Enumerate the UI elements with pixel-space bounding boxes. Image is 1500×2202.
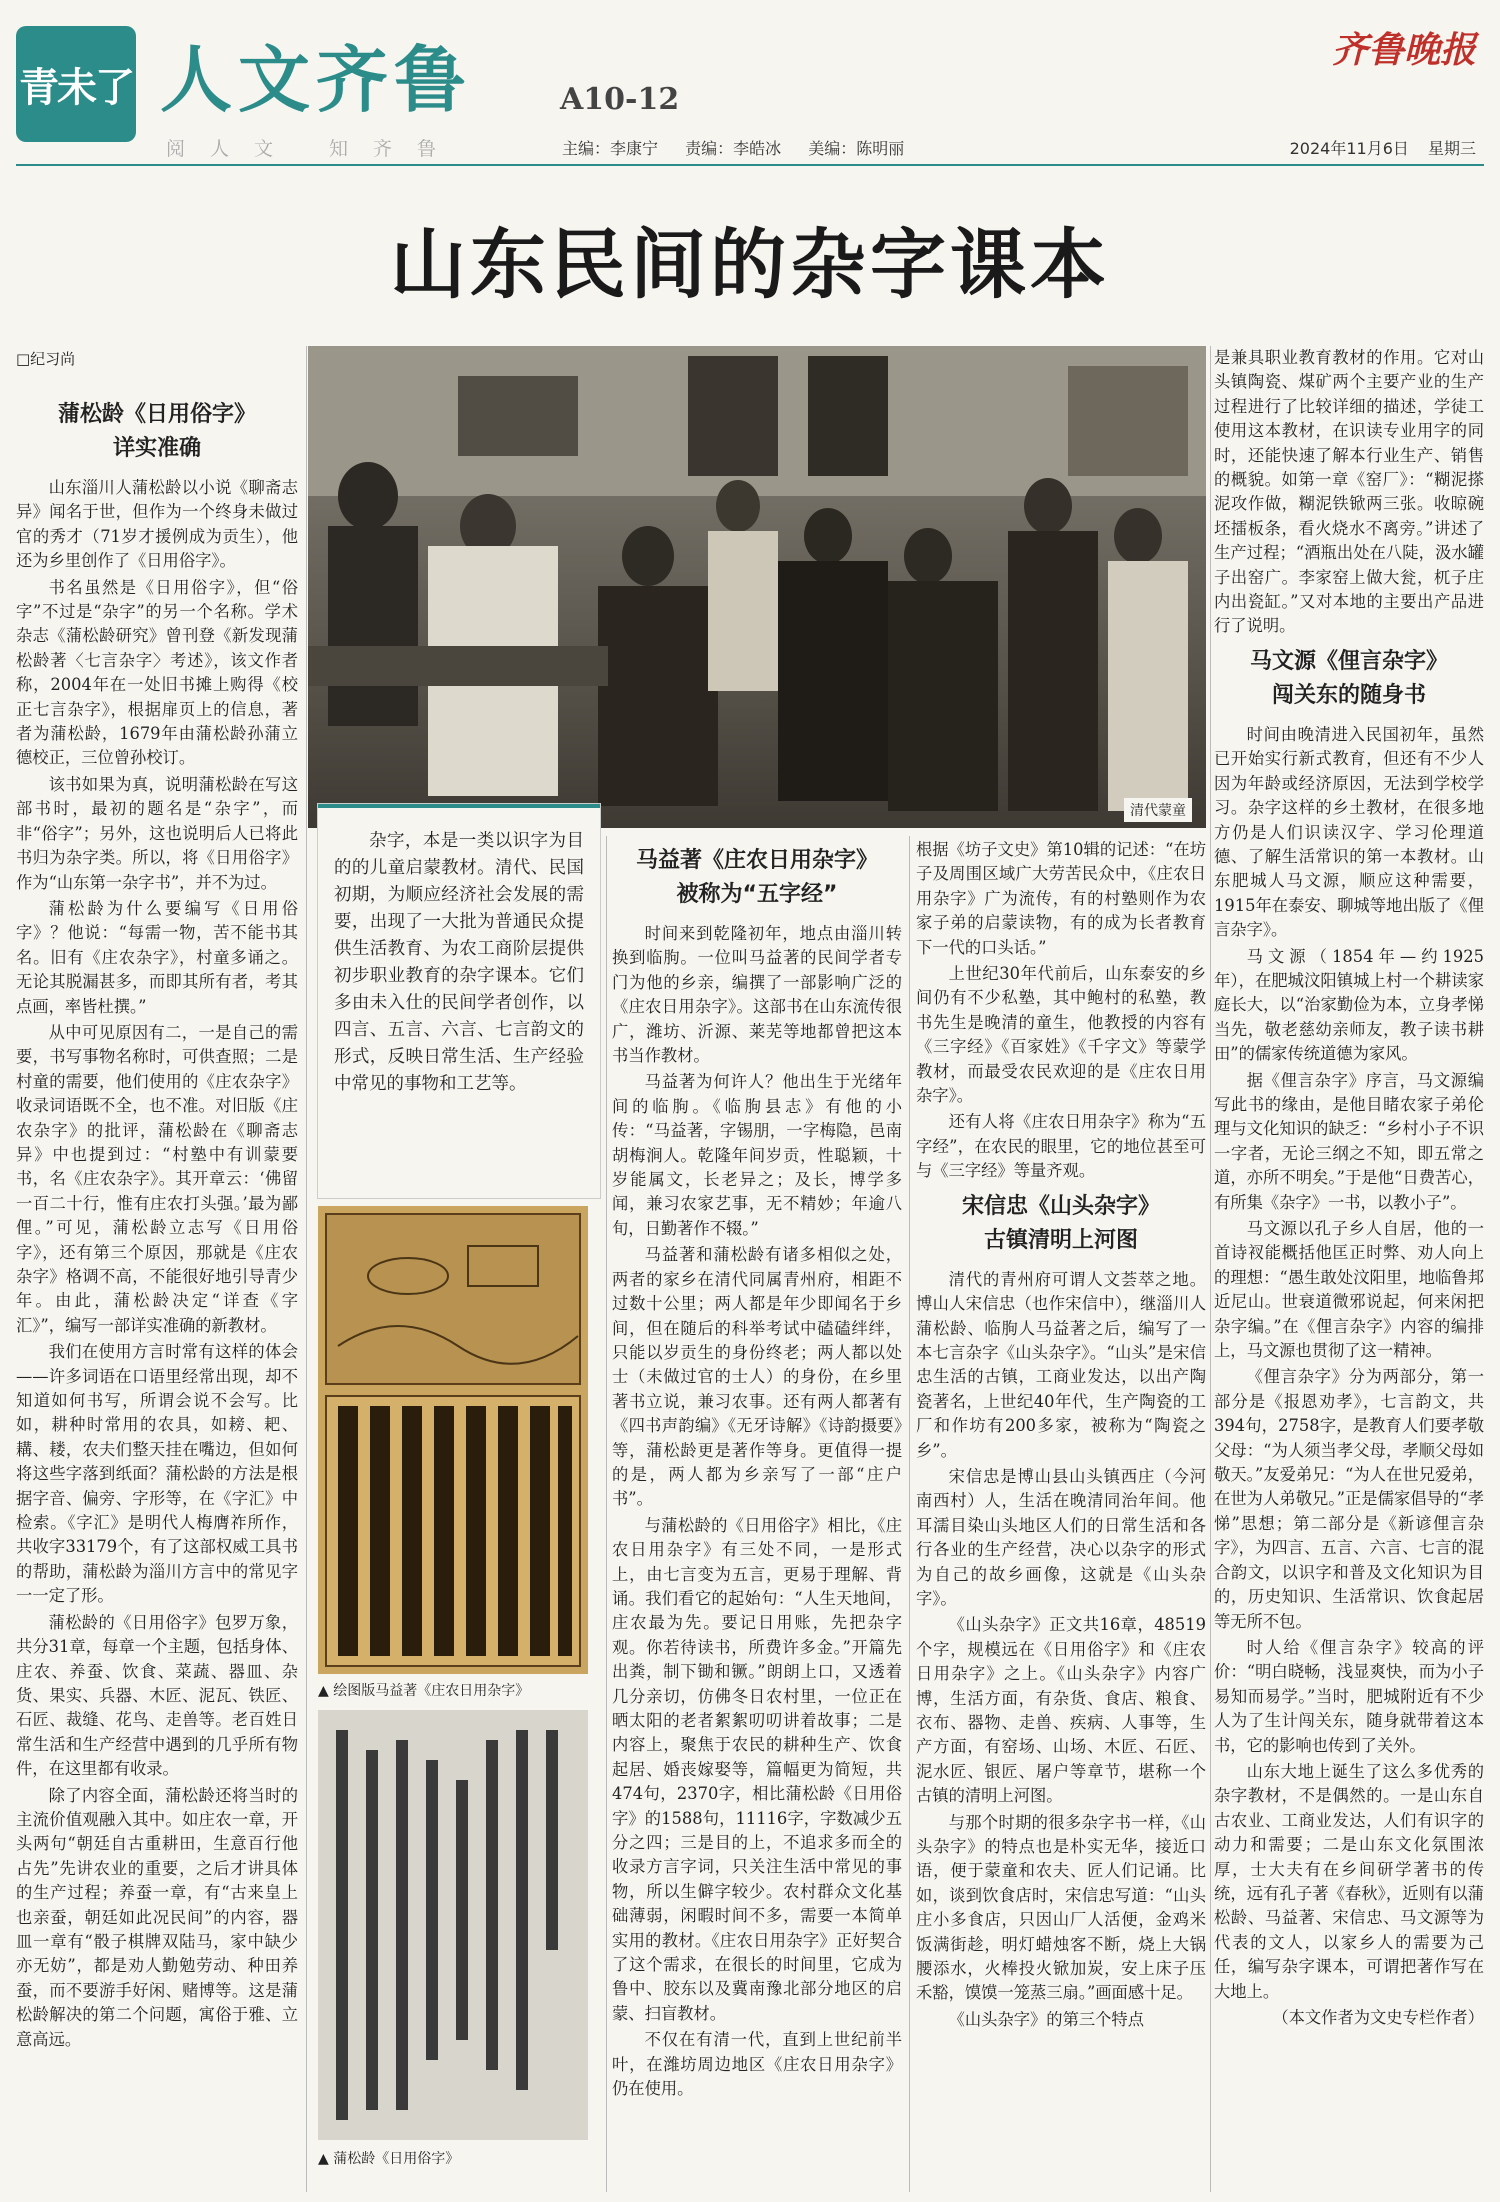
section1-heading: 蒲松龄《日用俗字》 详实准确 <box>57 402 256 461</box>
newspaper-logo: 齐鲁晚报 <box>1331 29 1476 71</box>
issue-date <box>1276 136 1476 159</box>
photo-caption: 清代蒙童 <box>1124 798 1192 822</box>
slogan: 阅人文 知齐鲁 <box>166 138 462 160</box>
column-1 <box>16 392 298 2192</box>
section-title: 人文齐鲁 <box>160 38 473 122</box>
image-a-caption: ▲ 绘图版马益著《庄农日用杂字》 <box>318 1683 530 1699</box>
paragraph: 上世纪30年代前后，山东泰安的乡间仍有不少私塾，其中鲍村的私塾，教书先生是晚清的童生，他教授的内容有《三字经》《百家姓》《千字文》等蒙学教材，而最受农民欢迎的是《庄农日用杂字》。 <box>916 964 1206 1106</box>
column-4 <box>916 838 1206 2190</box>
image-b-caption: ▲ 蒲松龄《日用俗字》 <box>318 2151 460 2167</box>
historical-photo <box>308 346 1206 828</box>
paragraph: 时间来到乾隆初年，地点由淄川转换到临朐。一位叫马益著的民间学者专门为他的乡亲，编撰了一部影响广泛的《庄农日用杂字》。这部书在山东流传很广，潍坊、沂源、莱芜等地都曾把这本书当作教材。 <box>612 924 902 1066</box>
paragraph: 蒲松龄为什么要编写《日用俗字》？他说：“每需一物，苦不能书其名。旧有《庄农杂字》，村童多诵之。无论其脱漏甚多，而即其所有者，考其点画，率皆杜撰。” <box>16 898 298 1016</box>
column-3 <box>612 838 902 2190</box>
column-logo: 青未了 <box>16 26 136 142</box>
paragraph: 马益著为何许人？他出生于光绪年间的临朐。《临朐县志》有他的小传：“马益著，字锡朋，一字梅隐，邑南胡梅涧人。乾隆年间岁贡，性聪颖，十岁能属文，长老异之；及长，博学多闻，兼习农家艺事，无不精妙；年逾八旬，日勤著作不辍。” <box>612 1072 902 1238</box>
paragraph: 《山头杂字》正文共16章，48519个字，规模远在《日用俗字》和《庄农日用杂字》之上。《山头杂字》内容广博，生活方面，有杂货、食店、粮食、衣布、器物、走兽、疾病、人事等，生产方面，有窑场、山场、木匠、石匠、泥水匠、银匠、屠户等章节，堪称一个古镇的清明上河图。 <box>916 1615 1206 1806</box>
duty-editor: 责编：李皓冰 <box>685 139 782 158</box>
illustrated-book-image <box>318 1206 588 1674</box>
column-divider <box>909 836 910 2192</box>
woodblock-page-illustration <box>318 1206 588 1674</box>
column-5 <box>1214 346 1484 2186</box>
paragraph: 马文源（1854年—约1925年），在肥城汶阳镇城上村一个耕读家庭长大，以“治家勤俭为本，立身孝悌当先，敬老慈幼亲师友，教子读书耕田”的儒家传统道德为家风。 <box>1214 946 1484 1064</box>
paragraph: 蒲松龄的《日用俗字》包罗万象，共分31章，每章一个主题，包括身体、庄农、养蚕、饮食、菜蔬、器皿、杂货、果实、兵器、木匠、泥瓦、铁匠、石匠、裁缝、花鸟、走兽等。老百姓日常生活和生产经营中遇到的几乎所有物件，在这里都有收录。 <box>16 1612 298 1779</box>
page-code: A10-12 <box>560 82 680 117</box>
paragraph: 《山头杂字》的第三个特点 <box>948 2009 1144 2029</box>
paragraph: 不仅在有清一代，直到上世纪前半叶，在潍坊周边地区《庄农日用杂字》仍在使用。 <box>612 2030 902 2099</box>
paragraph: 马文源以孔子乡人自居，他的一首诗衩能概括他匡正时弊、劝人向上的理想：“愚生敢处汶阳里，地临鲁邦近尼山。世衰道微邪说起，何来闲把杂字编。”在《俚言杂字》内容的编排上，马文源也贯彻了这一精神。 <box>1214 1219 1484 1361</box>
date-text: 2024年11月6日 <box>1289 139 1409 158</box>
section3-heading: 宋信忠《山头杂字》 古镇清明上河图 <box>961 1193 1160 1253</box>
paragraph: 时人给《俚言杂字》较高的评价：“明白晓畅，浅显爽快，而为小子易知而易学。”当时，肥城附近有不少人为了生计闯关东，随身就带着这本书，它的影响也传到了关外。 <box>1214 1637 1484 1755</box>
paragraph: 马益著和蒲松龄有诸多相似之处，两者的家乡在清代同属青州府，相距不过数十公里；两人都是年少即闻名于乡间，但在随后的科举考试中磕磕绊绊，只能以岁贡生的身份终老；两人都以处士（未做过官的士人）的身份，在乡里著书立说，兼习农事。还有两人都著有《四书声韵编》《无牙诗解》《诗韵摄要》等，蒲松龄更是著作等身。更值得一提的是，两人都为乡亲写了一部“庄户书”。 <box>612 1245 902 1509</box>
paragraph: 书名虽然是《日用俗字》，但“俗字”不过是“杂字”的另一个名称。学术杂志《蒲松龄研究》曾刊登《新发现蒲松龄著〈七言杂字〉考述》，该文作者称，2004年在一处旧书摊上购得《校正七言杂字》，根据扉页上的信息，著者为蒲松龄，1679年由蒲松龄孙蒲立德校正，三位曾孙校订。 <box>16 577 298 768</box>
paragraph: 清代的青州府可谓人文荟萃之地。博山人宋信忠（也作宋信中），继淄川人蒲松龄、临朐人马益著之后，编写了一本七言杂字《山头杂字》。“山头”是宋信忠生活的古镇，工商业发达，以出产陶瓷著名，上世纪40年代，生产陶瓷的工厂和作坊有200多家，被称为“陶瓷之乡”。 <box>916 1269 1206 1460</box>
column-divider <box>606 836 607 2192</box>
paragraph: 宋信忠是博山县山头镇西庄（今河南西村）人，生活在晚清同治年间。他耳濡目染山头地区人们的日常生活和各行各业的生产经营，决心以杂字的形式为自己的故乡画像，这就是《山头杂字》。 <box>916 1466 1206 1608</box>
paragraph: 山东淄川人蒲松龄以小说《聊斋志异》闻名于世，但作为一个终身未做过官的秀才（71岁才援例成为贡生），他还为乡里创作了《日用俗字》。 <box>16 478 298 571</box>
section2-heading: 马益著《庄农日用杂字》 被称为“五字经” <box>635 848 878 907</box>
masthead <box>0 0 1500 168</box>
paragraph: 我们在使用方言时常有这样的体会——许多词语在口语里经常出现，却不知道如何书写，所谓会说不会写。比如，耕种时常用的农具，如耪、耙、耩、耧，农夫们整天挂在嘴边，但如何将这些字落到纸面？蒲松龄的方法是根据字音、偏旁、字形等，在《字汇》中检索。《字汇》是明代人梅膺祚所作，共收字33179个，有了这部权威工具书的帮助，蒲松龄为淄川方言中的常见字一一定了形。 <box>16 1342 298 1606</box>
intro-box: 杂字，本是一类以识字为目的的儿童启蒙教材。清代、民国初期，为顺应经济社会发展的需要，出现了一大批为普通民众提供生活教育、为农工商阶层提供初步职业教育的杂字课本。它们多由未入仕的民间学者创作，以四言、五言、六言、七言韵文的形式，反映日常生活、生产经验中常见的事物和工艺等。 <box>318 804 600 1198</box>
weekday-text: 星期三 <box>1427 139 1476 158</box>
section4-heading: 马文源《俚言杂字》 闯关东的随身书 <box>1249 648 1448 708</box>
paragraph: 据《俚言杂字》序言，马文源编写此书的缘由，是他目睹农家子弟伦理与文化知识的缺乏：“乡村小子不识一字者，无论三纲之不知，即五常之道，亦所不明矣。”于是他“日费苦心，有所集《杂字》一书，以教小子”。 <box>1214 1070 1484 1212</box>
paragraph: 与蒲松龄的《日用俗字》相比，《庄农日用杂字》有三处不同，一是形式上，由七言变为五言，更易于理解、背诵。我们看它的起始句：“人生天地间，庄农最为先。要记日用账，先把杂字观。你若待读书，所费许多金。”开篇先出粪，制下锄和镢。”朗朗上口，又透着几分亲切，仿佛冬日农村里，一位正在晒太阳的老者絮絮叨叨讲着故事；二是内容上，聚焦于农民的耕种生产、饮食起居、婚丧嫁娶等，篇幅更为简短，共474句，2370字，相比蒲松龄《日用俗字》的1588句，11116字，字数减少五分之四；三是目的上，不追求多而全的收录方言字词，只关注生活中常见的事物，所以生僻字较少。农村群众文化基础薄弱，闲暇时间不多，需要一本简单实用的教材。《庄农日用杂字》正好契合了这个需求，在很长的时间里，它成为鲁中、胶东以及冀南豫北部分地区的启蒙、扫盲教材。 <box>612 1515 902 2023</box>
editor-credits <box>562 136 926 159</box>
paragraph: 时间由晚清进入民国初年，虽然已开始实行新式教育，但还有不少人因为年龄或经济原因，无法到学校学习。杂字这样的乡土教材，在很多地方仍是人们识读汉字、学习伦理道德、了解生活常识的第一本教材。山东肥城人马文源，顺应这种需要，1915年在泰安、聊城等地出版了《俚言杂字》。 <box>1214 724 1484 940</box>
paragraph: 该书如果为真，说明蒲松龄在写这部书时，最初的题名是“杂字”，而非“俗字”；另外，这也说明后人已将此书归为杂字类。所以，将《日用俗字》作为“山东第一杂字书”，并不为过。 <box>16 774 298 892</box>
column-divider <box>306 346 307 2192</box>
art-editor: 美编：陈明丽 <box>808 139 905 158</box>
paragraph: 《俚言杂字》分为两部分，第一部分是《报恩劝孝》，七言韵文，共394句，2758字，是教育人们要孝敬父母：“为人须当孝父母，孝顺父母如敬天。”友爱弟兄：“为人在世兄爱弟，在世为人弟敬兄。”正是儒家倡导的“孝悌”思想；第二部分是《新谚俚言杂字》，为四言、五言、六言、七言的混合韵文，以识字和普及文化知识为目的，历史知识、生活常识、饮食起居等无所不包。 <box>1214 1367 1484 1631</box>
classroom-photo-illustration <box>308 346 1206 828</box>
paragraph: 从中可见原因有二，一是自己的需要，书写事物名称时，可供查照；二是村童的需要，他们使用的《庄农杂字》收录词语既不全，也不准。对旧版《庄农杂字》的批评，蒲松龄在《聊斋志异》中也提到过：“村塾中有训蒙要书，名《庄农杂字》。其开章云：‘佛留一百二十行，惟有庄农打头强。’最为鄙俚。”可见，蒲松龄立志写《日用俗字》，还有第三个原因，那就是《庄农杂字》格调不高，不能很好地引导青少年。由此，蒲松龄决定“详查《字汇》”，编写一部详实准确的新教材。 <box>16 1022 298 1335</box>
manuscript-image <box>318 1710 588 2140</box>
paragraph: 还有人将《庄农日用杂字》称为“五字经”，在农民的眼里，它的地位甚至可与《三字经》等量齐观。 <box>916 1112 1206 1181</box>
paragraph: 是兼具职业教育教材的作用。它对山头镇陶瓷、煤矿两个主要产业的生产过程进行了比较详细的描述，学徒工使用这本教材，在识读专业用字的同时，还能快速了解本行业生产、销售的概貌。如第一章《窑厂》：“糊泥搽泥攻作做，糊泥铁锨两三张。收晾碗坯擂板条，看火烧水不离旁。”讲述了生产过程；“酒瓶出处在八陡，汲水罐子出窑广。李家窑上做大瓮，杌子庄内出瓷缸。”又对本地的主要出产品进行了说明。 <box>1214 348 1484 636</box>
paragraph: 除了内容全面，蒲松龄还将当时的主流价值观融入其中。如庄农一章，开头两句“朝廷自古重耕田，生意百行他占先”先讲农业的重要，之后才讲具体的生产过程；养蚕一章，有“古来皇上也亲蚕，朝廷如此况民间”的内容，器皿一章有“骰子棋牌双陆马，家中缺少亦无妨”，都是劝人勤勉劳动、种田养蚕，而不要游手好闲、赌博等。这是蒲松龄解决的第二个问题，寓俗于雅、立意高远。 <box>16 1785 298 2049</box>
manuscript-page-illustration <box>318 1710 588 2140</box>
author-note: （本文作者为文史专栏作者） <box>1272 2008 1484 2027</box>
paragraph: 山东大地上诞生了这么多优秀的杂字教材，不是偶然的。一是山东自古农业、工商业发达，人们有识字的动力和需要；二是山东文化氛围浓厚，士大夫有在乡间研学著书的传统，远有孔子著《春秋》，近则有以蒲松龄、马益著、宋信忠、马文源等为代表的文人，以家乡人的需要为己任，编写杂字课本，可谓把著作写在大地上。 <box>1214 1761 1484 2001</box>
editor: 主编：李康宁 <box>562 139 659 158</box>
header-rule <box>16 164 1484 166</box>
article-headline: 山东民间的杂字课本 <box>390 220 1110 309</box>
paragraph: 与那个时期的很多杂字书一样，《山头杂字》的特点也是朴实无华，接近口语，便于蒙童和农夫、匠人们记诵。比如，谈到饮食店时，宋信忠写道：“山头庄小多食店，只因山厂人活便，金鸡米饭满街趁，明灯蜡烛客不断，烧上大锅腰添水，火棒投火锨加炭，安上床子压禾豁，馍馍一笼蒸三扇。”画面感十足。 <box>916 1812 1206 2003</box>
paragraph: 根据《坊子文史》第10辑的记述：“在坊子及周围区域广大劳苦民众中，《庄农日用杂字》广为流传，有的村塾则作为农家子弟的启蒙读物，有的成为长者教育下一代的口头话。” <box>916 840 1206 957</box>
byline: □纪习尚 <box>16 350 76 368</box>
column-divider <box>1210 346 1211 2192</box>
